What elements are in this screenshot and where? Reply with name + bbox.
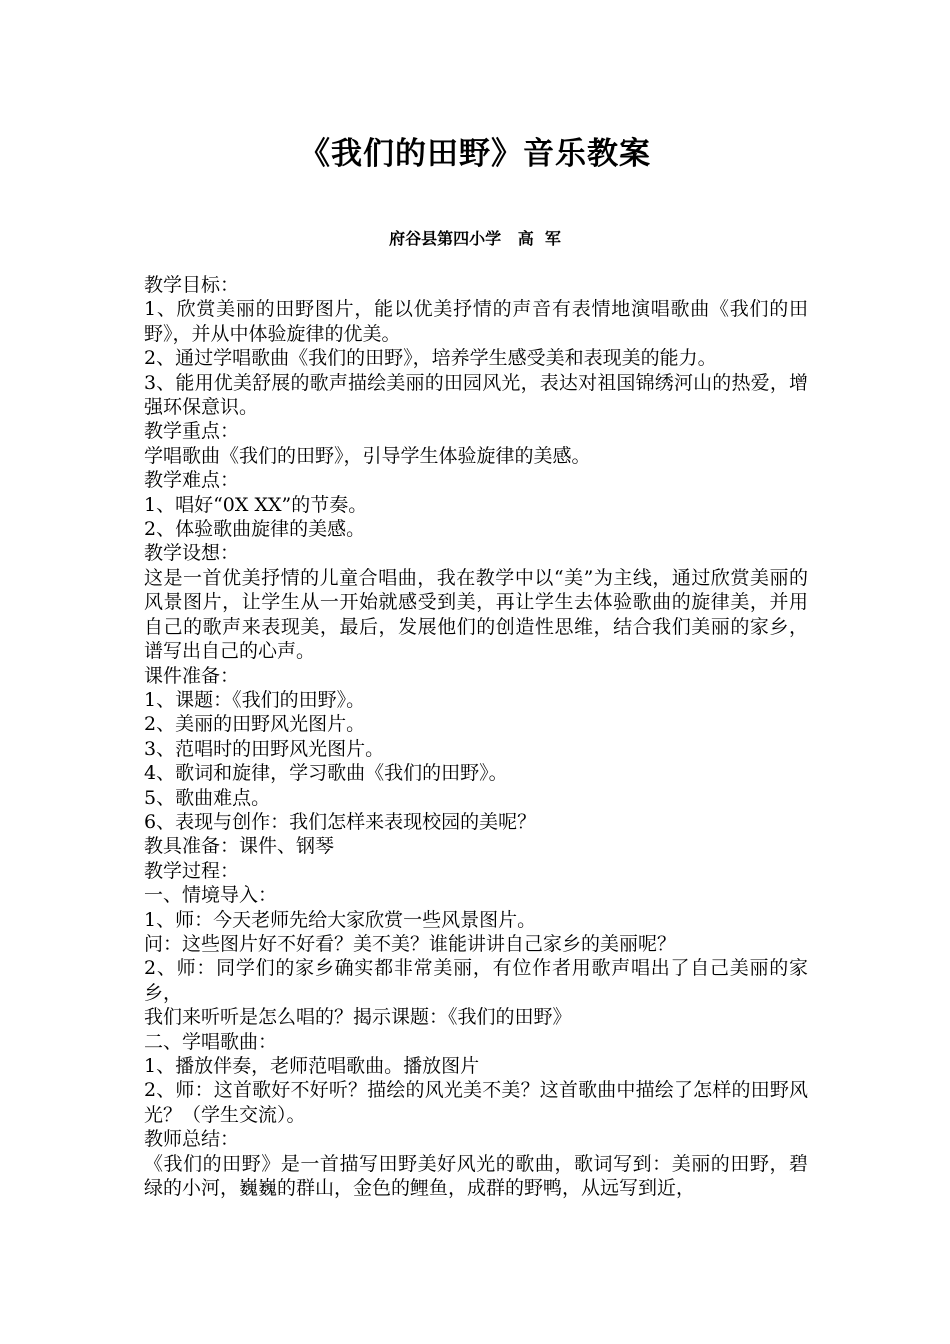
paragraph: 2、体验歌曲旋律的美感。 [144,518,366,541]
paragraph: 教学目标： [144,274,240,296]
paragraph: 课件准备： [144,664,240,687]
paragraph: 一、情境导入： [144,884,278,907]
paragraph: 1、课题：《我们的田野》。 [144,688,366,711]
paragraph: 学唱歌曲《我们的田野》，引导学生体验旋律的美感。 [144,444,591,467]
paragraph: 二、学唱歌曲： [144,1030,278,1053]
document-author: 府谷县第四小学 高 军 [389,229,561,248]
paragraph: 问：这些图片好不好看？美不美？谁能讲讲自己家乡的美丽呢？ [144,932,677,955]
paragraph: 《我们的田野》是一首描写田野美好风光的歌曲，歌词写到：美丽的田野，碧绿的小河，巍巍的群山，金色的鲤鱼，成群的野鸭，从远写到近， [144,1152,808,1200]
paragraph: 2、师：同学们的家乡确实都非常美丽，有位作者用歌声唱出了自己美丽的家乡， [144,957,808,1004]
paragraph: 我们来听听是怎么唱的？揭示课题：《我们的田野》 [144,1006,572,1029]
document-title: 《我们的田野》音乐教案 [299,136,651,172]
paragraph: 教学设想： [144,542,240,565]
paragraph: 1、播放伴奏，老师范唱歌曲。播放图片 [144,1055,480,1077]
paragraph: 2、通过学唱歌曲《我们的田野》，培养学生感受美和表现美的能力。 [144,347,717,370]
paragraph: 教具准备：课件、钢琴 [144,835,335,858]
paragraph: 教师总结： [144,1128,240,1151]
paragraph: 6、表现与创作：我们怎样来表现校园的美呢？ [144,810,537,833]
paragraph: 教学过程： [144,859,240,882]
paragraph: 1、欣赏美丽的田野图片，能以优美抒情的声音有表情地演唱歌曲《我们的田野》，并从中体验旋律的优美。 [144,298,808,345]
paragraph: 3、能用优美舒展的歌声描绘美丽的田园风光，表达对祖国锦绣河山的热爱，增强环保意识。 [144,371,808,419]
paragraph: 1、师：今天老师先给大家欣赏一些风景图片。 [144,908,537,931]
document-body [144,273,808,1200]
paragraph: 教学重点： [144,420,240,443]
paragraph: 2、师：这首歌好不好听？描绘的风光美不美？这首歌曲中描绘了怎样的田野风光？（学生交流）。 [144,1079,808,1126]
paragraph: 1、唱好“0X XX”的节奏。 [144,493,368,516]
paragraph: 3、范唱时的田野风光图片。 [144,737,385,760]
paragraph: 教学难点： [144,469,240,492]
paragraph: 这是一首优美抒情的儿童合唱曲，我在教学中以“美”为主线，通过欣赏美丽的风景图片，让学生从一开始就感受到美，再让学生去体验歌曲的旋律美，并用自己的歌声来表现美，最后，发展他们的创造性思维，结合我们美丽的家乡，谱写出自己的心声。 [144,566,808,663]
paragraph: 5、歌曲难点。 [144,786,271,809]
paragraph: 4、歌词和旋律，学习歌曲《我们的田野》。 [144,762,508,785]
paragraph: 2、美丽的田野风光图片。 [144,713,366,736]
